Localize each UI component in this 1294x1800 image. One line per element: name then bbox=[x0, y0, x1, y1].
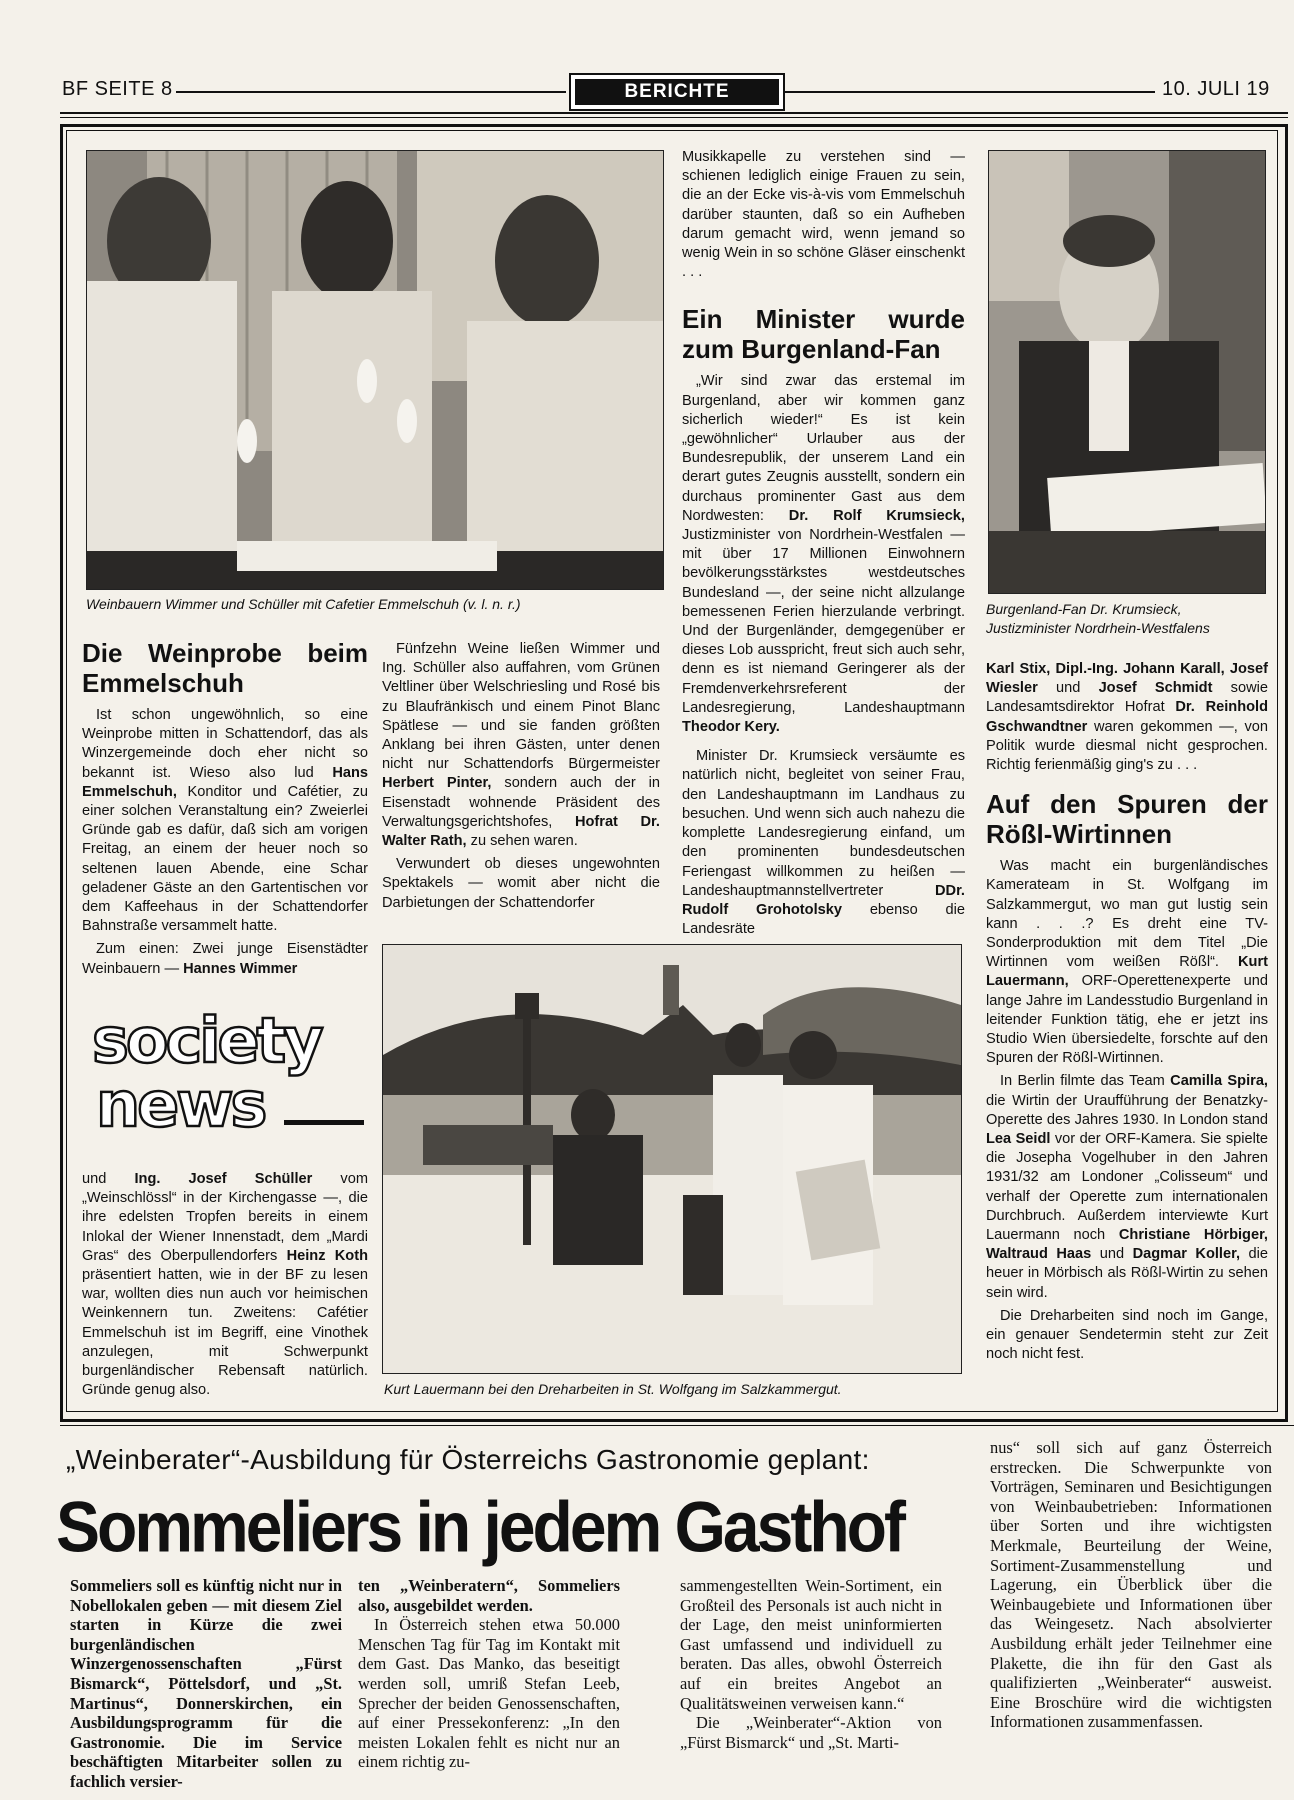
article-weinprobe-col1-cont bbox=[82, 1170, 368, 1404]
article-weinprobe-p4: Fünfzehn Weine ließen Wimmer und Ing. Schüller also auffahren, vom Grünen Veltliner über Welschriesling und Rosé bis zu Blaufränkisch und einem Pinot Blanc Spätlese — und sie fanden größten Anklang bei ihren Gästen, unter denen nicht nur Schattendorfs Bürgermeister Herbert Pinter, sondern auch der in Eisenstadt wohnende Präsident des Verwaltungsgerichtshofes, Hofrat Dr. Walter Rath, zu sehen waren. bbox=[382, 641, 661, 850]
article-minister-p2: Minister Dr. Krumsieck versäumte es natürlich nicht, begleitet von seiner Frau, den Landeshauptmann im Landhaus zu besuchen. Und wenn sich auch nahezu die komplette Landesregierung einfand, um den prominenten bundesdeutschen Feriengast willkommen zu heißen — Landeshauptmannstellvertreter DDr. Rudolf Grohotolsky ebenso die Landesräte bbox=[682, 748, 965, 938]
photo-wine-tasting bbox=[86, 150, 664, 590]
article-roessl-p3: Die Dreharbeiten sind noch im Gange, ein genauer Sendetermin steht zur Zeit noch nicht fest. bbox=[986, 1307, 1268, 1363]
photo-wine-tasting-drawing bbox=[87, 151, 663, 589]
header-double-rule bbox=[60, 112, 1288, 118]
article-sommeliers-p3: sammengestellten Wein-Sortiment, ein Großteil des Personals ist auch nicht in der Lage, den meist uninformierten Gast umfassend und individuell zu beraten. Das alles, obwohl Österreich auf ein breites Angebot an Qualitätsweinen verweisen kann.“ bbox=[680, 1576, 942, 1713]
society-word: society bbox=[92, 1004, 321, 1077]
photo-minister-caption: Burgenland-Fan Dr. Krumsieck, Justizminister Nordrhein-Westfalens bbox=[986, 601, 1210, 636]
page-label: BF SEITE 8 bbox=[62, 78, 173, 100]
article-sommeliers-p4: Die „Weinberater“-Aktion von „Fürst Bismarck“ und „St. Marti- bbox=[680, 1713, 942, 1752]
article-sommeliers-headline: Sommeliers in jedem Gasthof bbox=[56, 1486, 903, 1567]
article-sommeliers-lead: Sommeliers soll es künftig nicht nur in Nobellokalen geben — mit diesem Ziel starten in Kürze die zwei burgenländischen Winzergenossenschaften „Fürst Bismarck“, Pöttelsdorf, und „St. Martinus“, Donnerskirchen, ein Ausbildungsprogramm für die Gastronomie. Die im Service beschäftigten Mitarbeiter sollen zu fachlich versier- bbox=[70, 1576, 342, 1791]
section-rubric-label: BERICHTE bbox=[575, 79, 779, 105]
article-roessl-title: Auf den Spuren der Rößl-Wirtinnen bbox=[986, 789, 1268, 850]
article-weinprobe-title: Die Weinprobe beim Emmelschuh bbox=[82, 638, 368, 698]
article-weinprobe-col1 bbox=[82, 638, 368, 983]
society-news-logo bbox=[88, 1000, 368, 1150]
news-word: news bbox=[96, 1068, 265, 1141]
section-rubric bbox=[569, 73, 785, 111]
article-weinprobe-p2: Zum einen: Zwei junge Eisenstädter Weinbauern — Hannes Wimmer bbox=[82, 941, 368, 977]
article-minister-title: Ein Minister wurde zum Burgenland-Fan bbox=[682, 304, 965, 365]
article-sommeliers-col3 bbox=[680, 1576, 942, 1752]
article-weinprobe-ending: Musikkapelle zu verstehen sind — schienen lediglich einige Frauen zu sein, die an der Ecke vis-à-vis vom Emmelschuh darüber staunten, daß so ein Aufheben darum gemacht wird, wenn jemand so wenig Wein in so schöne Gläser einschenkt . . . bbox=[682, 149, 965, 281]
article-weinprobe-p3: und Ing. Josef Schüller vom „Weinschlössl“ in der Kirchengasse —, die ihre edelsten Tropfen bereits in einem Inlokal der Wiener Innenstadt, dem „Mardi Gras“ des Oberpullendorfers Heinz Koth präsentiert hatten, wie in der BF zu lesen war, wollten dies nun auch vor heimischen Weinkennern tun. Zweitens: Cafétier Emmelschuh ist im Begriff, eine Vinothek anzulegen, mit Schwerpunkt burgenländischer Rebensaft natürlich. Gründe genug also. bbox=[82, 1171, 368, 1399]
article-sommeliers-col2 bbox=[358, 1576, 620, 1772]
article-sommeliers-kicker: „Weinberater“-Ausbildung für Österreichs Gastronomie geplant: bbox=[66, 1444, 870, 1475]
article-roessl-col bbox=[986, 660, 1268, 1369]
article-sommeliers-p2: In Österreich stehen etwa 50.000 Menschen Tag für Tag im Kontakt mit dem Gast. Das Manko, das beseitigt werden soll, umriß Stefan Leeb, Sprecher der beiden Genossenschaften, auf einer Pressekonferenz: „In den meisten Lokalen fehlt es nicht nur an einem richtig zu- bbox=[358, 1615, 620, 1772]
article-weinprobe-p1: Ist schon ungewöhnlich, so eine Weinprobe mitten in Schattendorf, das als Winzergemeinde doch eher nicht so bekannt ist. Wieso also lud Hans Emmelschuh, Konditor und Cafétier, zu einer solchen Veranstaltung ein? Zweierlei Gründe gab es dafür, daß sich am vorigen Freitag, an einem der heuer noch so seltenen lauen Abende, eine Schar geladener Gäste an den Gartentischen vor dem Kaffeehaus in der Schattendorfer Bahnstraße versammelt hatte. bbox=[82, 707, 368, 935]
issue-date: 10. JULI 19 bbox=[1162, 78, 1270, 100]
article-sommeliers-lead-end: ten „Weinberatern“, Sommeliers also, ausgebildet werden. bbox=[358, 1576, 620, 1615]
photo-st-wolfgang-drawing bbox=[383, 945, 961, 1373]
header-rule-left bbox=[176, 91, 566, 93]
article-roessl-p1: Was macht ein burgenländisches Kamerateam in St. Wolfgang im Salzkammergut, wo man gut lustig sein kann . . .? Es dreht eine TV-Sonderproduktion mit dem Titel „Die Wirtinnen vom weißen Rößl“. Kurt Lauermann, ORF-Operettenexperte und lange Jahre im Landesstudio Burgenland in leitender Funktion tätig, ehe er jetzt ins Studio Wien übersiedelte, forschte auf den Spuren der Rößl-Wirtinnen. bbox=[986, 858, 1268, 1067]
photo-minister bbox=[988, 150, 1266, 594]
photo-st-wolfgang-caption: Kurt Lauermann bei den Dreharbeiten in St. Wolfgang im Salzkammergut. bbox=[384, 1381, 842, 1397]
photo-wine-tasting-caption: Weinbauern Wimmer und Schüller mit Cafetier Emmelschuh (v. l. n. r.) bbox=[86, 596, 521, 612]
article-minister-p3: Karl Stix, Dipl.-Ing. Johann Karall, Josef Wiesler und Josef Schmidt sowie Landesamtsdirektor Hofrat Dr. Reinhold Gschwandtner waren gekommen —, von Politik wurde diesmal nicht gesprochen. Richtig ferienmäßig ging's zu . . . bbox=[986, 661, 1268, 774]
article-sommeliers-col4 bbox=[990, 1438, 1272, 1732]
photo-st-wolfgang bbox=[382, 944, 962, 1374]
society-news-wordmark bbox=[88, 1000, 368, 1150]
society-news-underline bbox=[284, 1120, 364, 1125]
article-weinprobe-p5: Verwundert ob dieses ungewohnten Spektakels — womit aber nicht die Darbietungen der Schattendorfer bbox=[382, 856, 660, 911]
section-divider bbox=[60, 1425, 1294, 1426]
article-minister-p1: „Wir sind zwar das erstemal im Burgenland, aber wir kommen ganz sicherlich wieder!“ Es ist kein „gewöhnlicher“ Urlauber aus der Bundesrepublik, der unserem Land ein derart gutes Zeugnis ausstellt, sondern ein durchaus prominenter Gast aus dem Nordwesten: Dr. Rolf Krumsieck, Justizminister von Nordrhein-Westfalen — mit über 17 Millionen Einwohnern bevölkerungsstärkstes westdeutsches Bundesland —, der seine nicht allzulange bemessenen Ferien hierzulande verbringt. Und der Burgenländer, demgegenüber er dieses Lob ausspricht, freut sich auch sehr, denn es ist niemand Geringerer als der Fremdenverkehrsreferent der Landesregierung, Landeshauptmann Theodor Kery. bbox=[682, 373, 965, 736]
article-roessl-p2: In Berlin filmte das Team Camilla Spira, die Wirtin der Uraufführung der Benatzky-Operette des Jahres 1930. In London stand Lea Seidl vor der ORF-Kamera. Sie spielte die Josepha Vogelhuber in den Jahren 1931/32 am Londoner „Colisseum“ und verhalf der Operette zum internationalen Durchbruch. Außerdem interviewte Kurt Lauermann noch Christiane Hörbiger, Waltraud Haas und Dagmar Koller, die heuer in Mörbisch als Rößl-Wirtin zu sehen sein wird. bbox=[986, 1073, 1269, 1301]
header-rule-right bbox=[785, 91, 1155, 93]
article-weinprobe-col2 bbox=[382, 640, 660, 917]
article-minister-col bbox=[682, 148, 965, 943]
article-sommeliers-col1 bbox=[70, 1576, 342, 1792]
article-sommeliers-p5: nus“ soll sich auf ganz Österreich erstrecken. Die Schwerpunkte von Vorträgen, Seminaren und Besichtigungen von Weinbaubetrieben: Informationen über Sorten und ihre wichtigsten Merkmale, Beurteilung der Weine, Sortiment-Zusammenstellung und Lagerung, ein Überblick über die Weinbaugebiete und Informationen über das Weingesetz. Nach absolvierter Ausbildung erhält jeder Teilnehmer eine Plakette, die ihn für den Gast als qualifizierten „Weinberater“ ausweist. Eine Broschüre wird die wichtigsten Informationen zusammenfassen. bbox=[990, 1438, 1272, 1732]
photo-minister-drawing bbox=[989, 151, 1265, 593]
